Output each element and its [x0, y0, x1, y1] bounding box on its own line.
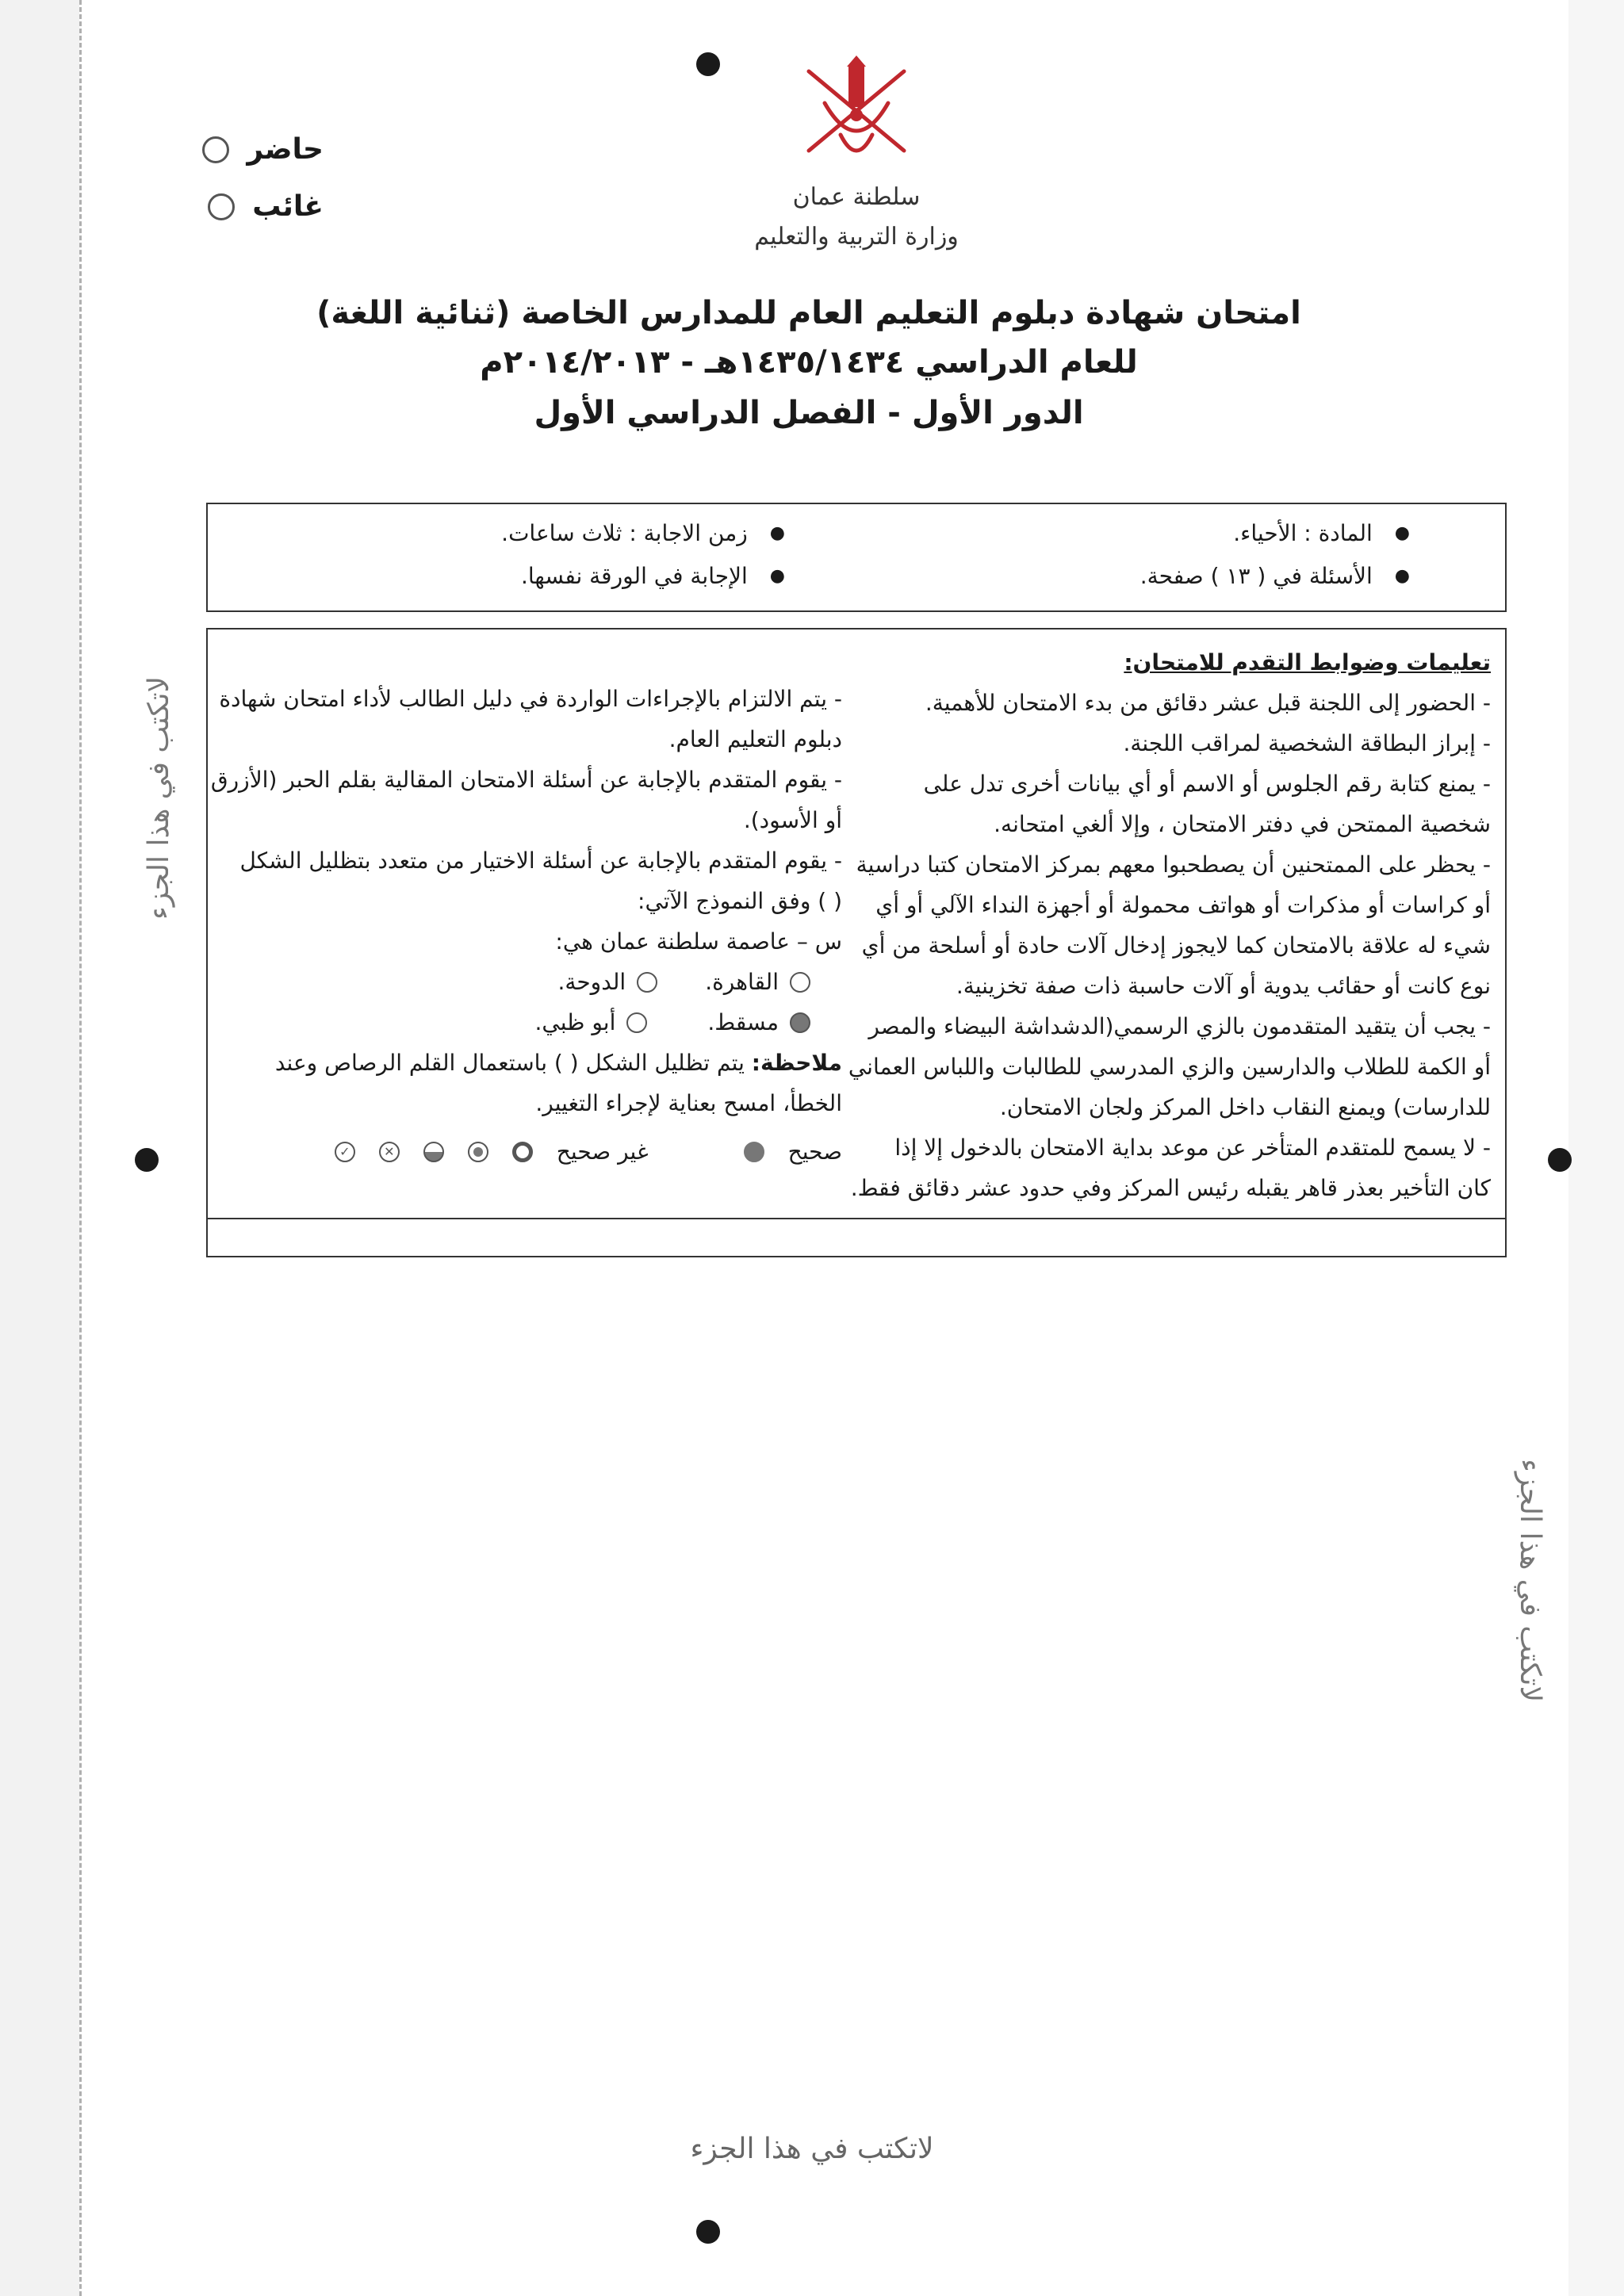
instructions-box	[206, 628, 1507, 1257]
filled-bubble-icon	[790, 1012, 810, 1033]
sample-options-row-1	[239, 962, 842, 1002]
instruction-line: كان التأخير بعذر قاهر يقبله رئيس المركز وفي حدود عشر دقائق فقط.	[850, 1175, 1491, 1201]
instruction-line: - لا يسمح للمتقدم المتأخر عن موعد بداية الامتحان بالدخول إلا إذا	[894, 1135, 1491, 1161]
info-pages	[1140, 563, 1410, 589]
absent-label: غائب	[252, 190, 324, 223]
instruction-line: - يتم الالتزام بالإجراءات الواردة في دليل الطالب لأداء امتحان شهادة	[219, 686, 842, 712]
sample-options-row-2	[239, 1002, 842, 1043]
note-text: يتم تظليل الشكل ( ) باستعمال القلم الرصاص وعند	[274, 1050, 745, 1076]
margin-warning-left: لاتكتب في هذا الجزء	[143, 675, 175, 920]
punch-hole-left	[135, 1148, 159, 1172]
absent-option[interactable]	[208, 190, 324, 223]
sample-option-label: مسقط.	[707, 1009, 779, 1035]
instructions-box-bottom-rule	[208, 1218, 1505, 1219]
half-mark-icon	[423, 1142, 444, 1162]
info-pages-text: الأسئلة في ( ١٣ ) صفحة.	[1139, 563, 1373, 589]
margin-warning-right: لاتكتب في هذا الجزء	[1514, 1459, 1546, 1703]
instruction-line: - يمنع كتابة رقم الجلوس أو الاسم أو أي بيانات أخرى تدل على	[923, 771, 1491, 797]
correct-label: صحيح	[787, 1138, 842, 1165]
empty-bubble-icon	[626, 1012, 647, 1033]
instruction-line: شيء له علاقة بالامتحان كما لايجوز إدخال آلات حادة أو أسلحة من أي	[861, 932, 1491, 959]
instruction-line: - إبراز البطاقة الشخصية لمراقب اللجنة.	[1123, 730, 1491, 756]
empty-bubble-icon	[637, 972, 657, 993]
absent-radio[interactable]	[208, 193, 235, 220]
info-subject-text: المادة : الأحياء.	[1233, 520, 1373, 546]
note-label: ملاحظة:	[751, 1050, 842, 1076]
present-option[interactable]	[202, 133, 324, 166]
sample-option-label: الدوحة.	[557, 969, 626, 995]
punch-hole-bottom	[696, 2220, 720, 2244]
instruction-line: نوع كانت أو حقائب يدوية أو آلات حاسبة ذات صفة تخزينية.	[956, 973, 1491, 999]
instruction-line: - الحضور إلى اللجنة قبل عشر دقائق من بدء الامتحان للأهمية.	[925, 690, 1491, 716]
instruction-line: - يقوم المتقدم بالإجابة عن أسئلة الاختيار من متعدد بتظليل الشكل	[239, 848, 842, 874]
instruction-line: للدارسات) ويمنع النقاب داخل المركز ولجان الامتحان.	[999, 1094, 1491, 1120]
punch-hole-right	[1548, 1148, 1572, 1172]
correct-mark-icon	[744, 1142, 764, 1162]
sample-question: س – عاصمة سلطنة عمان هي:	[555, 928, 842, 955]
left-margin-shade	[0, 0, 79, 2296]
perforation-line	[79, 0, 82, 2296]
present-radio[interactable]	[202, 136, 229, 163]
marking-examples	[239, 1131, 842, 1172]
instruction-line: دبلوم التعليم العام.	[668, 726, 842, 752]
punch-hole-top	[696, 52, 720, 76]
note-line2: الخطأ، امسح بعناية لإجراء التغيير.	[535, 1090, 842, 1116]
instruction-line: شخصية الممتحن في دفتر الامتحان ، وإلا ألغي امتحانه.	[994, 811, 1491, 837]
exam-info-box	[206, 503, 1507, 612]
logo-line2: وزارة التربية والتعليم	[754, 223, 959, 251]
bullet-icon: ●	[769, 523, 785, 543]
instruction-line: - يجب أن يتقيد المتقدمون بالزي الرسمي(الدشداشة البيضاء والمصر	[868, 1013, 1491, 1039]
incorrect-label: غير صحيح	[556, 1138, 649, 1165]
sample-option	[707, 1002, 810, 1043]
instruction-line: - يقوم المتقدم بالإجابة عن أسئلة الامتحان المقالية بقلم الحبر (الأزرق	[210, 767, 842, 793]
exam-title-line3: الدور الأول - الفصل الدراسي الأول	[534, 395, 1084, 431]
dot-mark-icon	[468, 1142, 488, 1162]
instructions-left-column	[210, 679, 842, 1172]
bullet-icon: ●	[1394, 523, 1410, 543]
ring-mark-icon	[512, 1142, 533, 1162]
right-margin-shade	[1568, 0, 1624, 2296]
info-answer-place-text: الإجابة في الورقة نفسها.	[521, 563, 748, 589]
info-time	[501, 520, 785, 546]
instructions-heading: تعليمات وضوابط التقدم للامتحان:	[1124, 649, 1491, 675]
present-label: حاضر	[247, 133, 324, 166]
empty-bubble-icon	[790, 972, 810, 993]
note-line1	[239, 1043, 842, 1083]
instruction-line: أو كراسات أو مذكرات أو هواتف محمولة أو أجهزة النداء الآلي أو أي	[875, 892, 1491, 918]
sample-option	[705, 962, 810, 1002]
instruction-line: ( ) وفق النموذج الآتي:	[638, 888, 842, 914]
sample-option-label: أبو ظبي.	[534, 1009, 616, 1035]
instruction-line: أو الكمة للطلاب والدارسين والزي المدرسي للطالبات واللباس العماني	[848, 1054, 1491, 1080]
bullet-icon: ●	[1394, 566, 1410, 586]
exam-title-line1: امتحان شهادة دبلوم التعليم العام للمدارس الخاصة (ثنائية اللغة)	[316, 295, 1301, 331]
check-mark-icon: ✓	[335, 1142, 355, 1162]
sample-option-label: القاهرة.	[705, 969, 779, 995]
info-subject	[1233, 520, 1410, 546]
info-answer-place	[521, 563, 785, 589]
sample-option	[534, 1002, 647, 1043]
exam-title-line2: للعام الدراسي ١٤٣٥/١٤٣٤هـ - ٢٠١٤/٢٠١٣م	[480, 344, 1138, 381]
instructions-right-column	[848, 642, 1491, 1208]
sample-option	[557, 962, 657, 1002]
instruction-line: - يحظر على الممتحنين أن يصطحبوا معهم بمركز الامتحان كتبا دراسية	[856, 851, 1491, 878]
cross-mark-icon: ✕	[379, 1142, 400, 1162]
instruction-line: أو الأسود).	[743, 807, 842, 833]
info-time-text: زمن الاجابة : ثلاث ساعات.	[501, 520, 748, 546]
logo-line1: سلطنة عمان	[792, 183, 921, 211]
margin-warning-bottom: لاتكتب في هذا الجزء	[690, 2133, 934, 2165]
bullet-icon: ●	[769, 566, 785, 586]
ministry-logo	[737, 55, 975, 270]
